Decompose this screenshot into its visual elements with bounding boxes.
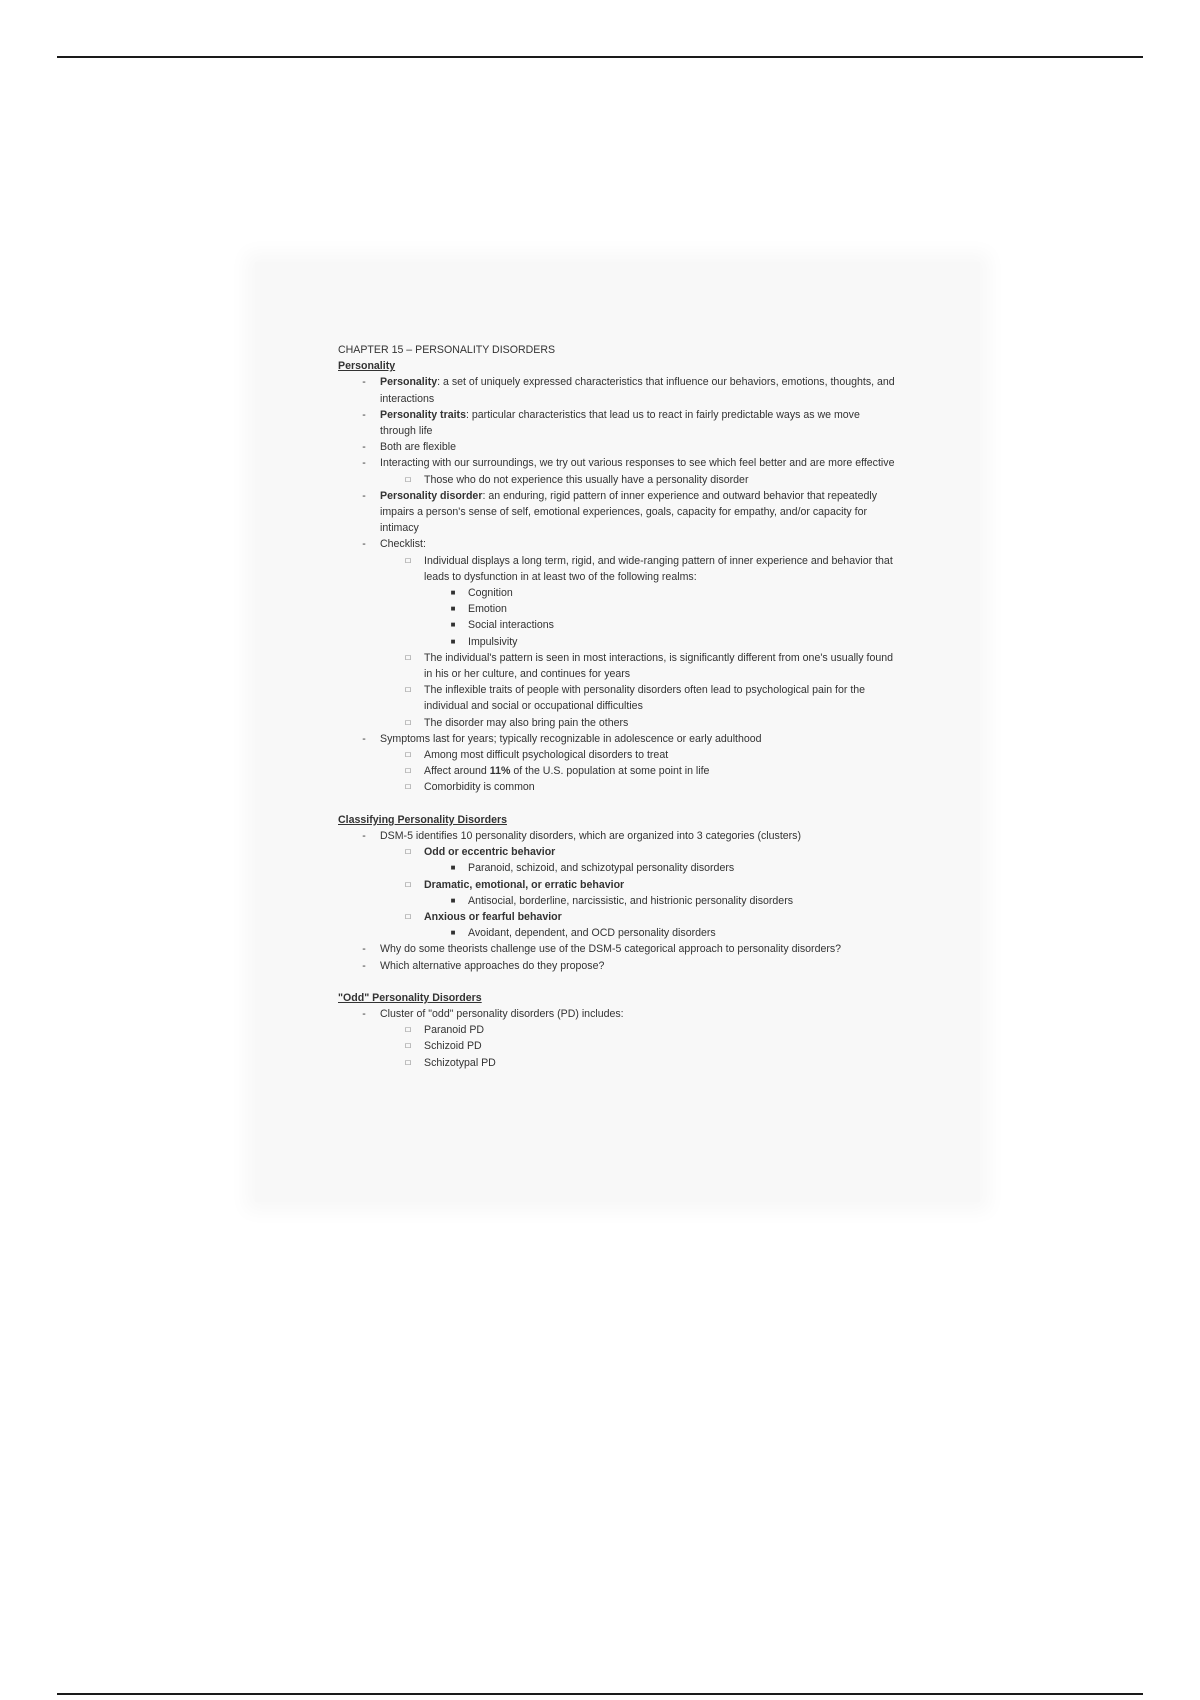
list-item — [338, 488, 898, 537]
list-item-text: of the U.S. population at some point in life — [510, 765, 710, 778]
filled-bullet-icon: ■ — [450, 895, 456, 905]
list-item-text: Paranoid, schizoid, and schizotypal personality disorders — [468, 862, 735, 875]
list-item-text: Schizotypal PD — [424, 1056, 496, 1069]
sub-list-item — [338, 877, 898, 893]
dash-marker: - — [362, 1007, 366, 1020]
list-item-text: Which alternative approaches do they propose? — [380, 959, 605, 972]
document-body — [338, 342, 898, 1071]
sub-list-item — [338, 715, 898, 731]
list-item-text: Social interactions — [468, 619, 554, 632]
square-bullet-icon: □ — [405, 1057, 411, 1067]
dash-marker: - — [362, 943, 366, 956]
filled-bullet-icon: ■ — [450, 588, 456, 598]
sub-sub-list-item — [338, 634, 898, 650]
sub-list-item — [338, 844, 898, 860]
square-bullet-icon: □ — [405, 685, 411, 695]
list-item-text: The disorder may also bring pain the others — [424, 716, 629, 729]
document-title: CHAPTER 15 – PERSONALITY DISORDERS — [338, 344, 556, 356]
cluster-name: Dramatic, emotional, or erratic behavior — [424, 878, 625, 891]
list-item — [338, 958, 898, 974]
list-item-text: Schizoid PD — [424, 1040, 482, 1053]
definition-text: : a set of uniquely expressed characteristics that influence our behaviors, emotions, thoughts, and interactions — [380, 376, 895, 405]
sub-list-item — [338, 779, 898, 795]
sub-list-item — [338, 909, 898, 925]
list-item-text: DSM-5 identifies 10 personality disorders, which are organized into 3 categories (clusters) — [380, 829, 802, 842]
sub-list-item — [338, 1055, 898, 1071]
list-item-text: Paranoid PD — [424, 1024, 485, 1037]
list-item-text: Individual displays a long term, rigid, and wide-ranging pattern of inner experience and behavior that leads to dysfunction in at least two of the following realms: — [424, 554, 893, 583]
list-item-text: Interacting with our surroundings, we try out various responses to see which feel better and are more effective — [380, 457, 895, 470]
sub-list-item — [338, 1022, 898, 1038]
sub-list-item — [338, 650, 898, 682]
list-item-text: Comorbidity is common — [424, 781, 535, 794]
dash-marker: - — [362, 489, 366, 502]
filled-bullet-icon: ■ — [450, 620, 456, 630]
dash-marker: - — [362, 538, 366, 551]
list-item — [338, 455, 898, 471]
square-bullet-icon: □ — [405, 750, 411, 760]
square-bullet-icon: □ — [405, 652, 411, 662]
square-bullet-icon: □ — [405, 555, 411, 565]
list-item — [338, 941, 898, 957]
list-item — [338, 536, 898, 552]
section-heading-classifying: Classifying Personality Disorders — [338, 813, 507, 826]
square-bullet-icon: □ — [405, 717, 411, 727]
dash-marker: - — [362, 959, 366, 972]
list-item-text: Why do some theorists challenge use of the DSM-5 categorical approach to personality disorders? — [380, 943, 842, 956]
list-item-text: Those who do not experience this usually have a personality disorder — [424, 473, 749, 486]
square-bullet-icon: □ — [405, 1025, 411, 1035]
list-item-text: Emotion — [468, 603, 507, 616]
list-item — [338, 828, 898, 844]
sub-sub-list-item — [338, 893, 898, 909]
square-bullet-icon: □ — [405, 911, 411, 921]
sub-list-item — [338, 1038, 898, 1054]
list-item — [338, 731, 898, 747]
filled-bullet-icon: ■ — [450, 863, 456, 873]
sub-sub-list-item — [338, 585, 898, 601]
square-bullet-icon: □ — [405, 847, 411, 857]
list-item-text: Impulsivity — [468, 635, 518, 648]
sub-sub-list-item — [338, 617, 898, 633]
list-item — [338, 374, 898, 406]
section-heading-personality: Personality — [338, 360, 396, 373]
section-heading-odd: "Odd" Personality Disorders — [338, 991, 482, 1004]
list-item-text: The individual's pattern is seen in most interactions, is significantly different from one's usually found in his or her culture, and continues for years — [424, 651, 894, 681]
sub-list-item — [338, 472, 898, 488]
sub-list-item — [338, 763, 898, 779]
dash-marker: - — [362, 457, 366, 470]
sub-list-item — [338, 747, 898, 763]
definition-text: : an enduring, rigid pattern of inner experience and outward behavior that repeatedly impairs a person's sense of self, emotional experiences, goals, capacity for empathy, and/or capacity for intimacy — [380, 489, 878, 535]
list-item-text: The inflexible traits of people with personality disorders often lead to psychological pain for the individual and social or occupational difficulties — [424, 684, 866, 713]
sub-list-item — [338, 553, 898, 585]
list-item-text: Among most difficult psychological disorders to treat — [424, 749, 669, 762]
dash-marker: - — [362, 829, 366, 842]
list-item-text: Cognition — [468, 587, 513, 600]
list-item-text: Antisocial, borderline, narcissistic, and histrionic personality disorders — [468, 894, 794, 907]
percentage-value: 11% — [489, 765, 511, 778]
term: Personality — [380, 376, 438, 389]
sub-sub-list-item — [338, 601, 898, 617]
term: Personality traits — [380, 408, 466, 421]
dash-marker: - — [362, 408, 366, 421]
list-item-text: Checklist: — [380, 538, 426, 551]
dash-marker: - — [362, 441, 366, 454]
sub-sub-list-item — [338, 860, 898, 876]
square-bullet-icon: □ — [405, 474, 411, 484]
list-item-text: Avoidant, dependent, and OCD personality disorders — [468, 927, 716, 940]
square-bullet-icon: □ — [405, 1041, 411, 1051]
filled-bullet-icon: ■ — [450, 604, 456, 614]
list-item-text: Affect around — [424, 765, 490, 778]
cluster-name: Odd or eccentric behavior — [424, 846, 556, 859]
dash-marker: - — [362, 376, 366, 389]
filled-bullet-icon: ■ — [450, 928, 456, 938]
filled-bullet-icon: ■ — [450, 636, 456, 646]
page-bottom-rule — [57, 1693, 1143, 1695]
list-item — [338, 1006, 898, 1022]
sub-sub-list-item — [338, 925, 898, 941]
definition-text: : particular characteristics that lead us to react in fairly predictable ways as we move through life — [380, 408, 860, 438]
dash-marker: - — [362, 732, 366, 745]
list-item-text: Symptoms last for years; typically recognizable in adolescence or early adulthood — [380, 732, 762, 745]
sub-list-item — [338, 682, 898, 714]
page-top-rule — [57, 56, 1143, 58]
list-item-text: Both are flexible — [380, 441, 456, 454]
square-bullet-icon: □ — [405, 879, 411, 889]
term: Personality disorder — [380, 489, 483, 502]
list-item — [338, 407, 898, 439]
square-bullet-icon: □ — [405, 782, 411, 792]
cluster-name: Anxious or fearful behavior — [424, 910, 562, 923]
list-item — [338, 439, 898, 455]
list-item-text: Cluster of "odd" personality disorders (PD) includes: — [380, 1007, 624, 1020]
square-bullet-icon: □ — [405, 766, 411, 776]
